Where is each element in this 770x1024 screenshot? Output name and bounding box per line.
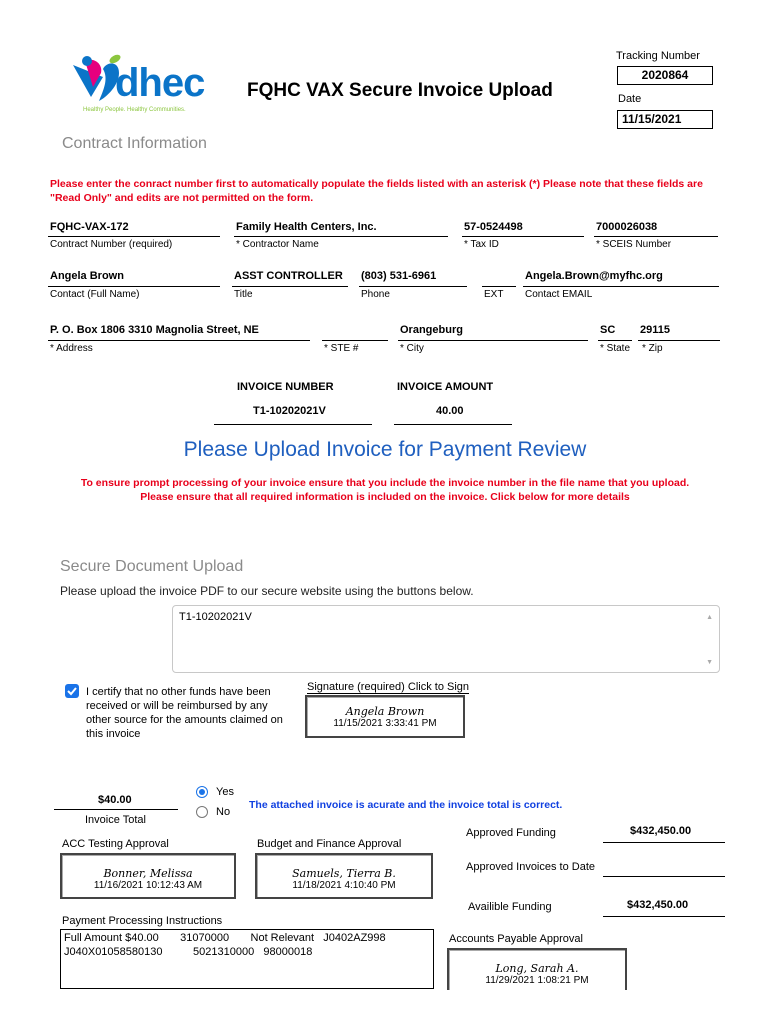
tracking-number-label: Tracking Number [616,50,700,62]
contact-name-field[interactable]: Angela Brown [50,270,124,282]
scroll-up-icon[interactable]: ▲ [706,614,713,621]
certify-text: I certify that no other funds have been received or will be reimbursed by any other source for the amounts claimed on this invoice [86,686,283,740]
ap-approval-box[interactable] [447,948,627,990]
tax-id-field: 57-0524498 [464,221,523,233]
payment-line-2: J040X01058580130 5021310000 98000018 [64,946,313,958]
title-field[interactable]: ASST CONTROLLER [234,270,343,282]
contact-name-label: Contact (Full Name) [50,289,140,300]
invoice-number-label: INVOICE NUMBER [237,381,334,393]
contract-notice: Please enter the conract number first to automatically populate the fields listed with an asterisk (*) Please note that these fields are "Read Only" and edits are not permitted on the form. [50,178,703,204]
ap-approval-date: 11/29/2021 1:08:21 PM [485,975,589,986]
signature-date: 11/15/2021 3:33:41 PM [333,718,437,729]
acc-approval-box[interactable] [60,853,236,899]
payment-line-1: Full Amount $40.00 31070000 Not Relevant J0402AZ998 [64,932,386,944]
yes-radio[interactable] [196,786,208,798]
date-label: Date [618,93,642,105]
ap-approval-name: Long, Sarah A. [495,962,579,975]
available-funding-label: Availible Funding [468,901,552,913]
no-radio[interactable] [196,806,208,818]
available-funding-value: $432,450.00 [627,899,689,911]
acc-approval-name: Bonner, Melissa [103,867,193,880]
phone-field[interactable]: (803) 531-6961 [361,270,437,282]
city-field: Orangeburg [400,324,463,336]
page-title: FQHC VAX Secure Invoice Upload [247,80,553,101]
contact-email-field[interactable]: Angela.Brown@myfhc.org [525,270,663,282]
payment-instructions-box[interactable] [60,929,434,989]
upload-notice-line2: Please ensure that all required information is included on the invoice. Click below for more details [140,491,630,503]
ap-approval-label: Accounts Payable Approval [449,933,583,945]
file-list-box[interactable] [172,605,720,673]
invoice-correct-statement: The attached invoice is acurate and the invoice total is correct. [249,799,563,811]
tax-id-label: * Tax ID [464,239,499,250]
yes-label: Yes [216,786,234,798]
budget-approval-date: 11/18/2021 4:10:40 PM [292,880,396,891]
invoice-amount-label: INVOICE AMOUNT [397,381,494,393]
date-field[interactable]: 11/15/2021 [617,110,713,129]
secure-upload-title: Secure Document Upload [60,558,244,575]
contract-section-title: Contract Information [62,135,207,152]
signature-box[interactable] [305,695,465,738]
contract-number-field[interactable]: FQHC-VAX-172 [50,221,129,233]
dhec-logo [63,47,225,119]
budget-approval-label: Budget and Finance Approval [257,838,402,850]
state-field: SC [600,324,616,336]
signature-label: Signature (required) Click to Sign [307,681,470,693]
logo-tagline: Healthy People. Healthy Communities. [83,107,186,113]
scroll-down-icon[interactable]: ▼ [706,659,713,666]
zip-field: 29115 [640,324,670,336]
state-label: * State [600,343,631,354]
address-field: P. O. Box 1806 3310 Magnolia Street, NE [50,324,259,336]
signature-name: Angela Brown [345,705,425,718]
tracking-number-field[interactable]: 2020864 [617,66,713,85]
invoice-total-label: Invoice Total [85,814,146,826]
invoice-total-value[interactable]: $40.00 [98,794,132,806]
contractor-name-label: * Contractor Name [236,239,319,250]
approved-funding-value: $432,450.00 [630,825,692,837]
city-label: * City [400,343,424,354]
secure-upload-instructions: Please upload the invoice PDF to our secure website using the buttons below. [60,584,474,598]
invoice-number-field[interactable]: T1-10202021V [253,405,326,417]
title-label: Title [234,289,253,300]
radio-selected-dot [199,789,205,795]
certify-checkbox[interactable] [65,684,79,698]
phone-label: Phone [361,289,390,300]
zip-label: * Zip [642,343,663,354]
contact-email-label: Contact EMAIL [525,289,593,300]
sceis-number-field: 7000026038 [596,221,658,233]
ste-label: * STE # [324,343,359,354]
contract-number-label: Contract Number (required) [50,239,173,250]
acc-approval-label: ACC Testing Approval [62,838,169,850]
approved-invoices-label: Approved Invoices to Date [466,861,596,873]
budget-approval-box[interactable] [255,853,433,899]
acc-approval-date: 11/16/2021 10:12:43 AM [93,880,203,891]
upload-review-heading: Please Upload Invoice for Payment Review [183,438,587,461]
address-label: * Address [50,343,93,354]
contractor-name-field: Family Health Centers, Inc. [236,221,377,233]
file-list-value: T1-10202021V [179,611,252,623]
upload-notice-line1: To ensure prompt processing of your invoice ensure that you include the invoice number in the file name that you upload. [80,477,690,489]
sceis-number-label: * SCEIS Number [596,239,672,250]
budget-approval-name: Samuels, Tierra B. [292,867,396,880]
check-icon [65,684,79,698]
payment-instructions-label: Payment Processing Instructions [62,915,223,927]
approved-funding-label: Approved Funding [466,827,556,839]
invoice-amount-field[interactable]: 40.00 [436,405,464,417]
ext-label: EXT [484,289,504,300]
no-label: No [216,806,231,818]
logo-wordmark: dhec [115,61,205,105]
